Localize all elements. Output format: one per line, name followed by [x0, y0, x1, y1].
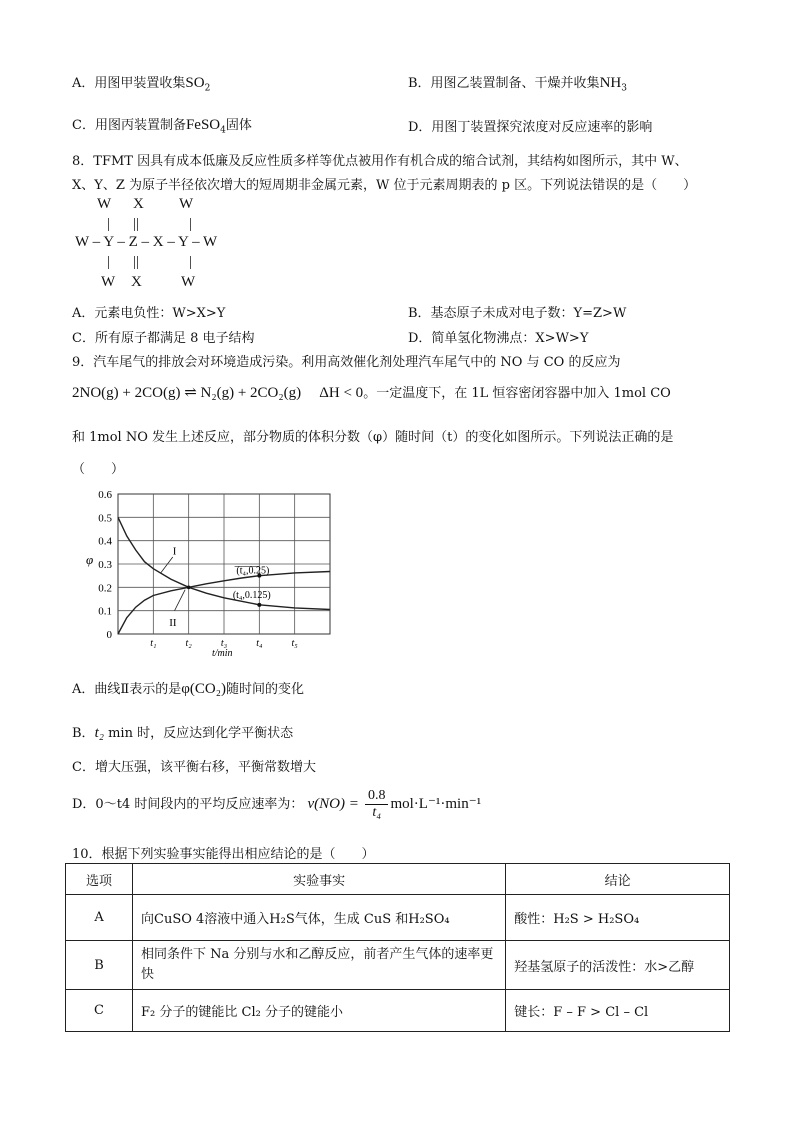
q9-option-b-prefix: B． — [72, 726, 95, 741]
q7-option-a-formula: SO — [185, 75, 205, 91]
table-row — [66, 990, 730, 1032]
q9-option-d-numerator: 0.8 — [365, 788, 389, 805]
chart-x-tick-label: t₃ — [220, 638, 228, 649]
table-cell-conclusion: 键长：F – F > Cl – Cl — [506, 990, 730, 1032]
q9-option-b-t: t₂ — [94, 725, 104, 741]
q7-option-c — [72, 114, 252, 136]
q10-stem: 10．根据下列实验事实能得出相应结论的是（ ） — [72, 847, 375, 862]
chart-y-tick-label: 0 — [106, 629, 112, 641]
table-cell-fact: 向CuSO 4溶液中通入H₂S气体，生成 CuS 和H₂SO₄ — [133, 895, 506, 941]
q8-stem-line1: 8．TFMT 因具有成本低廉及反应性质多样等优点被用作有机合成的缩合试剂，其结构如图所示，其中 W、 — [72, 154, 688, 169]
struct-bond-top-3: | — [189, 216, 193, 232]
chart-annotation: (t₄,0.25) — [236, 565, 270, 577]
chart-y-ticks — [98, 489, 112, 641]
chart-y-tick-label: 0.1 — [98, 605, 112, 618]
chart-curve-label: I — [172, 545, 177, 558]
struct-bot-w2: W — [181, 274, 196, 290]
chart-y-tick-label: 0.6 — [98, 489, 112, 501]
q9-stem-line3: 和 1mol NO 发生上述反应，部分物质的体积分数（φ）随时间（t）的变化如图所示。下列说法正确的是 — [72, 430, 674, 445]
chart-leader-line — [160, 557, 172, 573]
table-cell-conclusion: 羟基氢原子的活泼性：水>乙醇 — [506, 941, 730, 990]
table-row — [66, 941, 730, 990]
q10-table — [65, 863, 730, 1032]
q9-stem-line4: （ ） — [72, 462, 125, 477]
table-cell-option: B — [66, 941, 133, 990]
struct-bond-bot-1: | — [107, 254, 111, 270]
struct-bond-bot-2: || — [133, 254, 140, 270]
chart-y-tick-label: 0.3 — [98, 559, 112, 571]
struct-main-chain: W – Y – Z – X – Y – W — [75, 234, 218, 250]
table-cell-fact: F₂ 分子的键能比 Cl₂ 分子的键能小 — [133, 990, 506, 1032]
q7-option-c-tail: 固体 — [225, 118, 252, 133]
q8-option-b: B．基态原子未成对电子数：Y=Z>W — [408, 306, 627, 321]
q7-option-a — [72, 72, 210, 94]
q7-option-b-sub: 3 — [621, 83, 627, 94]
q7-option-b — [408, 72, 627, 94]
q7-option-b-text: B．用图乙装置制备、干燥并收集 — [408, 76, 600, 91]
table-cell-conclusion: 酸性：H₂S > H₂SO₄ — [506, 895, 730, 941]
q9-option-a-formula: φ(CO₂) — [181, 681, 226, 697]
q7-option-c-sub: 4 — [220, 125, 226, 136]
q9-option-b-suffix: min 时，反应达到化学平衡状态 — [103, 726, 294, 741]
chart-annotation: (t₄,0.125) — [232, 589, 271, 601]
struct-top-w2: W — [179, 196, 194, 212]
q7-option-c-formula: FeSO — [185, 117, 221, 133]
chart-x-tick-label: t₁ — [150, 638, 157, 649]
q9-delta-h: ΔH < 0 — [319, 385, 364, 401]
chart-point — [187, 586, 191, 590]
q7-option-c-text: C．用图丙装置制备 — [72, 118, 186, 133]
q9-option-b — [72, 722, 293, 742]
q9-option-d-prefix: D．0～t4 时间段内的平均反应速率为： — [72, 797, 304, 812]
table-cell-option: A — [66, 895, 133, 941]
table-header-conclusion: 结论 — [506, 864, 730, 895]
chart-x-tick-label: t₂ — [185, 638, 192, 649]
q7-option-b-formula: NH — [599, 75, 622, 91]
chart-grid — [118, 494, 330, 634]
struct-top-w1: W — [97, 196, 112, 212]
table-header-fact: 实验事实 — [133, 864, 506, 895]
q9-option-d-units: mol·L⁻¹·min⁻¹ — [390, 796, 482, 812]
chart-y-tick-label: 0.4 — [98, 535, 112, 548]
struct-bond-top-1: | — [107, 216, 111, 232]
q9-option-d-fraction — [365, 788, 389, 821]
q8-option-d: D．简单氢化物沸点：X>W>Y — [408, 331, 589, 346]
q9-option-d — [72, 788, 481, 821]
q8-option-a: A．元素电负性：W>X>Y — [72, 306, 226, 321]
q9-option-a-prefix: A．曲线Ⅱ表示的是 — [72, 682, 182, 697]
q9-stem-line2 — [72, 382, 671, 402]
chart-x-tick-label: t₄ — [256, 638, 263, 649]
chart-xlabel: t/min — [212, 648, 233, 659]
q9-stem-line2-tail: 。一定温度下，在 1L 恒容密闭容器中加入 1mol CO — [363, 386, 671, 401]
struct-top-x: X — [133, 196, 144, 212]
q9-stem-line1: 9．汽车尾气的排放会对环境造成污染。利用高效催化剂处理汽车尾气中的 NO 与 CO 的反应为 — [72, 355, 621, 370]
q7-option-a-sub: 2 — [204, 83, 211, 94]
q8-structure — [75, 196, 245, 296]
struct-bond-bot-3: | — [189, 254, 193, 270]
chart-y-tick-label: 0.5 — [98, 512, 112, 525]
q9-equation: 2NO(g) + 2CO(g) ⇌ N₂(g) + 2CO₂(g) — [72, 385, 302, 401]
chart-x-tick-label: t₅ — [291, 638, 298, 649]
q7-option-a-text: A．用图甲装置收集 — [72, 76, 186, 91]
table-cell-option: C — [66, 990, 133, 1032]
struct-bot-x: X — [131, 274, 142, 290]
q9-option-a-suffix: 随时间的变化 — [225, 682, 304, 697]
chart-curve-label: II — [169, 616, 177, 629]
q8-stem-line2: X、Y、Z 为原子半径依次增大的短周期非金属元素，W 位于元素周期表的 p 区。下列说法错误的是（ ） — [72, 178, 697, 193]
chart-ylabel: φ — [86, 552, 94, 567]
table-header-row — [66, 864, 730, 895]
q8-option-c: C．所有原子都满足 8 电子结构 — [72, 331, 255, 346]
chart-x-ticks — [150, 638, 298, 649]
struct-bond-top-2: || — [133, 216, 140, 232]
struct-bot-w1: W — [101, 274, 116, 290]
q7-option-d: D．用图丁装置探究浓度对反应速率的影响 — [408, 120, 653, 135]
q9-option-a — [72, 678, 304, 698]
q9-option-c: C．增大压强，该平衡右移，平衡常数增大 — [72, 760, 316, 775]
table-header-option: 选项 — [66, 864, 133, 895]
chart-leader-line — [175, 590, 186, 611]
chart-point — [257, 603, 261, 607]
q9-option-d-lhs: v(NO) = — [307, 796, 359, 812]
chart-y-tick-label: 0.2 — [98, 582, 112, 595]
q9-option-d-denominator: t₄ — [372, 805, 382, 820]
table-cell-fact: 相同条件下 Na 分别与水和乙醇反应，前者产生气体的速率更快 — [133, 941, 506, 990]
table-row — [66, 895, 730, 941]
q9-chart — [72, 482, 342, 662]
